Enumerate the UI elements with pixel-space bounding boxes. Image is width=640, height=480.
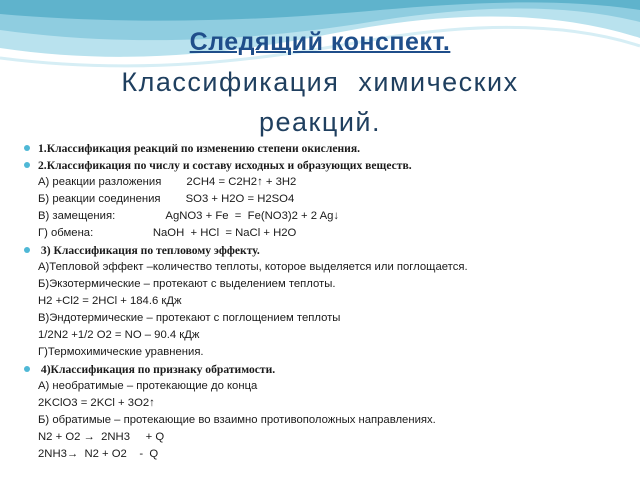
line-text: 3) Классификация по тепловому эффекту. [38,244,260,257]
bullet-heading [38,157,628,174]
bullet-heading [38,242,628,259]
text-line [38,429,628,446]
line-text: Б)Экзотермические – протекают с выделением теплоты. [38,278,336,290]
line-text: Б) обратимые – протекающие во взаимно противоположных направлениях. [38,414,436,426]
line-text: В)Эндотермические – протекают с поглощением теплоты [38,312,341,324]
bullet-heading [38,361,628,378]
text-line [38,344,628,361]
line-text: H2 +Cl2 = 2HCl + 184.6 кДж [38,295,182,307]
line-text: А) необратимые – протекающие до конца [38,380,258,392]
bullet-icon [24,366,30,372]
page-subtitle-line2: реакций. [259,107,381,137]
line-text: Г) обмена: NaOH + HCl = NaCl + H2O [38,227,297,239]
bullet-icon [24,162,30,168]
text-line [38,259,628,276]
line-text: Г)Термохимические уравнения. [38,346,204,358]
line-text: Б) реакции соединения SO3 + H2O = H2SO4 [38,193,295,205]
page-subtitle-line1: Классификация химических [121,67,519,97]
text-line [38,395,628,412]
page-title: Следящий конспект. [189,28,451,56]
line-text: А) реакции разложения 2CH4 = C2H2↑ + 3H2 [38,176,297,188]
text-line [38,208,628,225]
text-line [38,412,628,429]
bullet-icon [24,145,30,151]
text-line [38,310,628,327]
line-text: 2KClO3 = 2KCl + 3O2↑ [38,397,155,409]
line-text: А)Тепловой эффект –количество теплоты, которое выделяется или поглощается. [38,261,468,273]
title-block [0,28,640,137]
text-line [38,191,628,208]
text-line [38,293,628,310]
text-line [38,276,628,293]
text-line [38,378,628,395]
line-text: В) замещения: AgNO3 + Fe = Fe(NO3)2 + 2 Ag↓ [38,210,340,222]
content-body [38,140,628,463]
text-line [38,225,628,242]
line-text: 4)Классификация по признаку обратимости. [38,363,276,376]
line-text: 2.Классификация по числу и составу исходных и образующих веществ. [38,159,412,172]
line-text: 2NH3→ N2 + O2 - Q [38,448,159,460]
text-line [38,174,628,191]
text-line [38,446,628,463]
text-line [38,327,628,344]
line-text: 1/2N2 +1/2 O2 = NO – 90.4 кДж [38,329,200,341]
line-text: N2 + O2 → 2NH3 + Q [38,431,165,443]
bullet-icon [24,247,30,253]
line-text: 1.Классификация реакций по изменению степени окисления. [38,142,361,155]
bullet-heading [38,140,628,157]
